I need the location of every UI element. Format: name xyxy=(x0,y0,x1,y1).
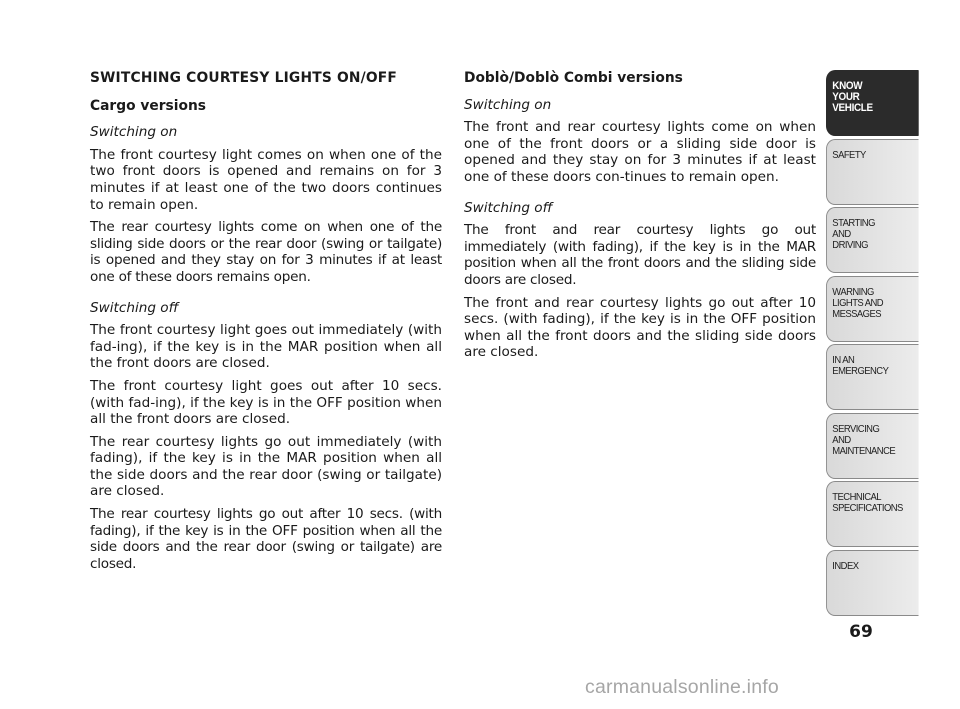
doblo-versions-title: Doblò/Doblò Combi versions xyxy=(464,70,683,86)
tab-technical-specifications[interactable]: TECHNICAL SPECIFICATIONS xyxy=(826,481,919,547)
switching-off-label: Switching off xyxy=(464,199,553,216)
tab-warning-lights-and-messages[interactable]: WARNING LIGHTS AND MESSAGES xyxy=(826,276,919,342)
paragraph: The rear courtesy lights go out immediately (with fading), if the key is in the MAR position when all the side doors and the rear door (swing or tailgate) are closed. xyxy=(90,433,442,500)
switching-off-label: Switching off xyxy=(90,299,179,316)
paragraph: The front and rear courtesy lights go out after 10 secs. (with fading), if the key is in the OFF position when all the front doors and the sliding side doors are closed. xyxy=(464,294,816,361)
chapter-tabs xyxy=(826,70,919,618)
tab-servicing-and-maintenance[interactable]: SERVICING AND MAINTENANCE xyxy=(826,413,919,479)
paragraph: The front courtesy light comes on when one of the two front doors is opened and remains on for 3 minutes if at least one of the two doors continues to remain open. xyxy=(90,146,442,213)
tab-index[interactable]: INDEX xyxy=(826,550,919,616)
tab-in-an-emergency[interactable]: IN AN EMERGENCY xyxy=(826,344,919,410)
switching-on-label: Switching on xyxy=(464,96,552,113)
paragraph: The front and rear courtesy lights come on when one of the front doors or a sliding side door is opened and they stay on for 3 minutes if at least one of these doors con-tinues to remain open. xyxy=(464,119,816,185)
paragraph: The front courtesy light goes out after 10 secs. (with fad-ing), if the key is in the OFF position when all the front doors are closed. xyxy=(90,377,442,428)
switching-on-label: Switching on xyxy=(90,124,178,141)
cargo-versions-title: Cargo versions xyxy=(90,97,207,114)
tab-know-your-vehicle[interactable]: KNOW YOUR VEHICLE xyxy=(826,70,919,136)
tab-starting-and-driving[interactable]: STARTING AND DRIVING xyxy=(826,207,919,273)
paragraph: The front and rear courtesy lights go out immediately (with fading), if the key is in the MAR position when all the front doors and the sliding side doors are closed. xyxy=(464,222,816,288)
page-number: 69 xyxy=(849,622,873,642)
paragraph: The rear courtesy lights go out after 10 secs. (with fading), if the key is in the OFF position when all the side doors and the rear door (swing or tailgate) are closed. xyxy=(90,506,442,572)
paragraph: The front courtesy light goes out immediately (with fad-ing), if the key is in the MAR position when all the front doors are closed. xyxy=(90,322,442,372)
section-heading: SWITCHING COURTESY LIGHTS ON/OFF xyxy=(90,70,398,86)
tab-safety[interactable]: SAFETY xyxy=(826,139,919,205)
left-column xyxy=(90,70,442,578)
watermark: carmanualsonline.info xyxy=(585,676,779,698)
paragraph: The rear courtesy lights come on when one of the sliding side doors or the rear door (swing or tailgate) is opened and they stay on for 3 minutes if at least one of these doors remains open. xyxy=(90,219,442,285)
right-column xyxy=(464,70,816,367)
